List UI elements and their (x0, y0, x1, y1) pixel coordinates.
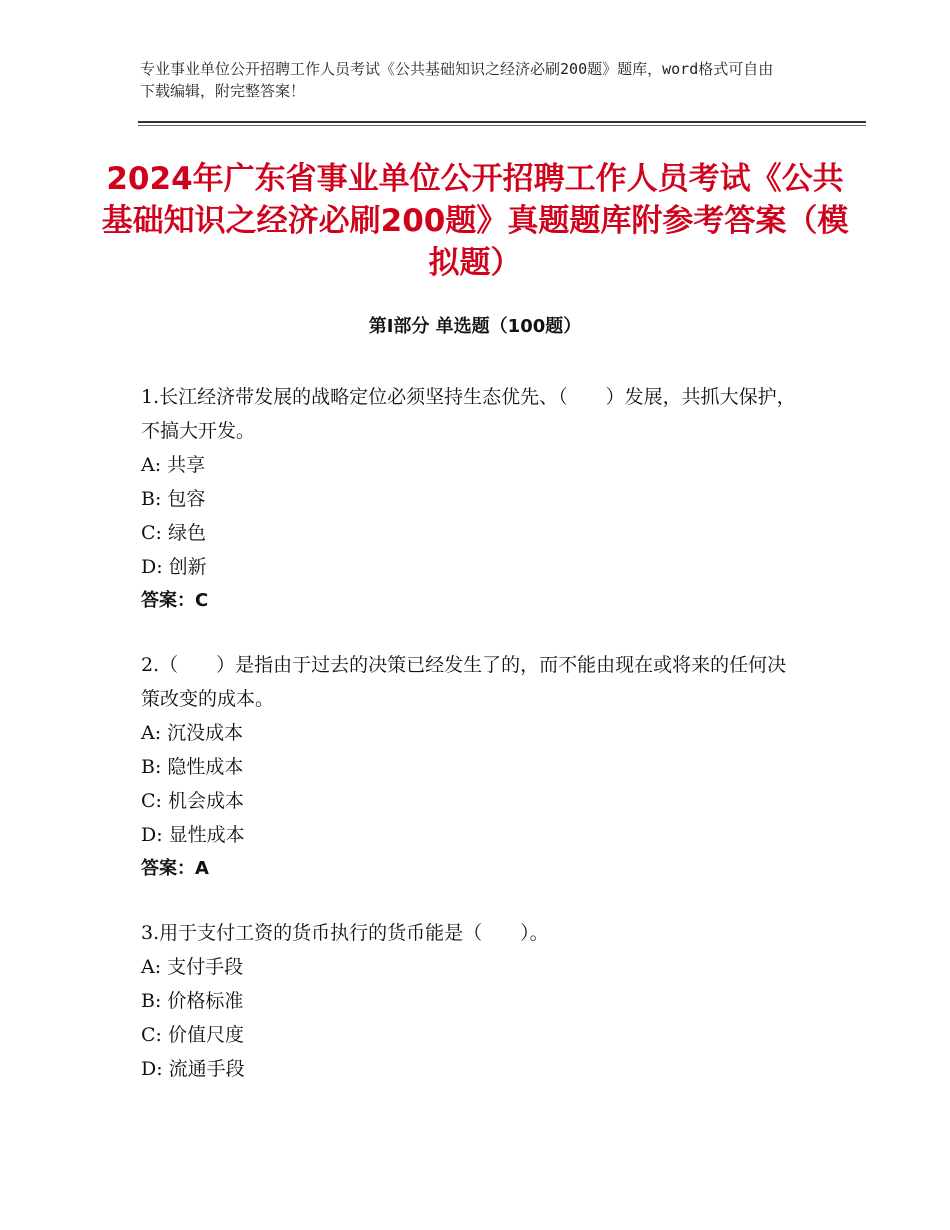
answer: 答案：C (141, 590, 209, 611)
section-title: 第Ⅰ部分 单选题（100题） (368, 316, 582, 337)
option-b: B: 包容 (141, 488, 206, 510)
question-stem: 2.（ ）是指由于过去的决策已经发生了的，而不能由现在或将来的任何决策改变的成本。 (141, 654, 787, 710)
document-title: 2024年广东省事业单位公开招聘工作人员考试《公共基础知识之经济必刷200题》真题题库附参考答案（模拟题） (101, 161, 849, 281)
option-c: C: 绿色 (141, 522, 206, 544)
question-3 (141, 916, 821, 1086)
question-list (141, 380, 821, 1116)
header-divider-thick (138, 121, 866, 123)
question-stem: 1.长江经济带发展的战略定位必须坚持生态优先、（ ）发展，共抓大保护，不搞大开发。 (141, 386, 796, 442)
answer: 答案：A (141, 858, 209, 879)
option-b: B: 隐性成本 (141, 756, 244, 778)
question-stem: 3.用于支付工资的货币执行的货币能是（ ）。 (141, 922, 549, 944)
question-1 (141, 380, 821, 618)
header-note: 专业事业单位公开招聘工作人员考试《公共基础知识之经济必刷200题》题库，word格式可自由下载编辑，附完整答案！ (140, 60, 774, 100)
option-c: C: 机会成本 (141, 790, 244, 812)
header-divider-thin (138, 125, 866, 126)
option-d: D: 创新 (141, 556, 207, 578)
option-b: B: 价格标准 (141, 990, 244, 1012)
option-c: C: 价值尺度 (141, 1024, 244, 1046)
question-2 (141, 648, 821, 886)
option-a: A: 共享 (141, 454, 206, 476)
option-a: A: 支付手段 (141, 956, 244, 978)
option-a: A: 沉没成本 (141, 722, 244, 744)
option-d: D: 流通手段 (141, 1058, 245, 1080)
option-d: D: 显性成本 (141, 824, 245, 846)
